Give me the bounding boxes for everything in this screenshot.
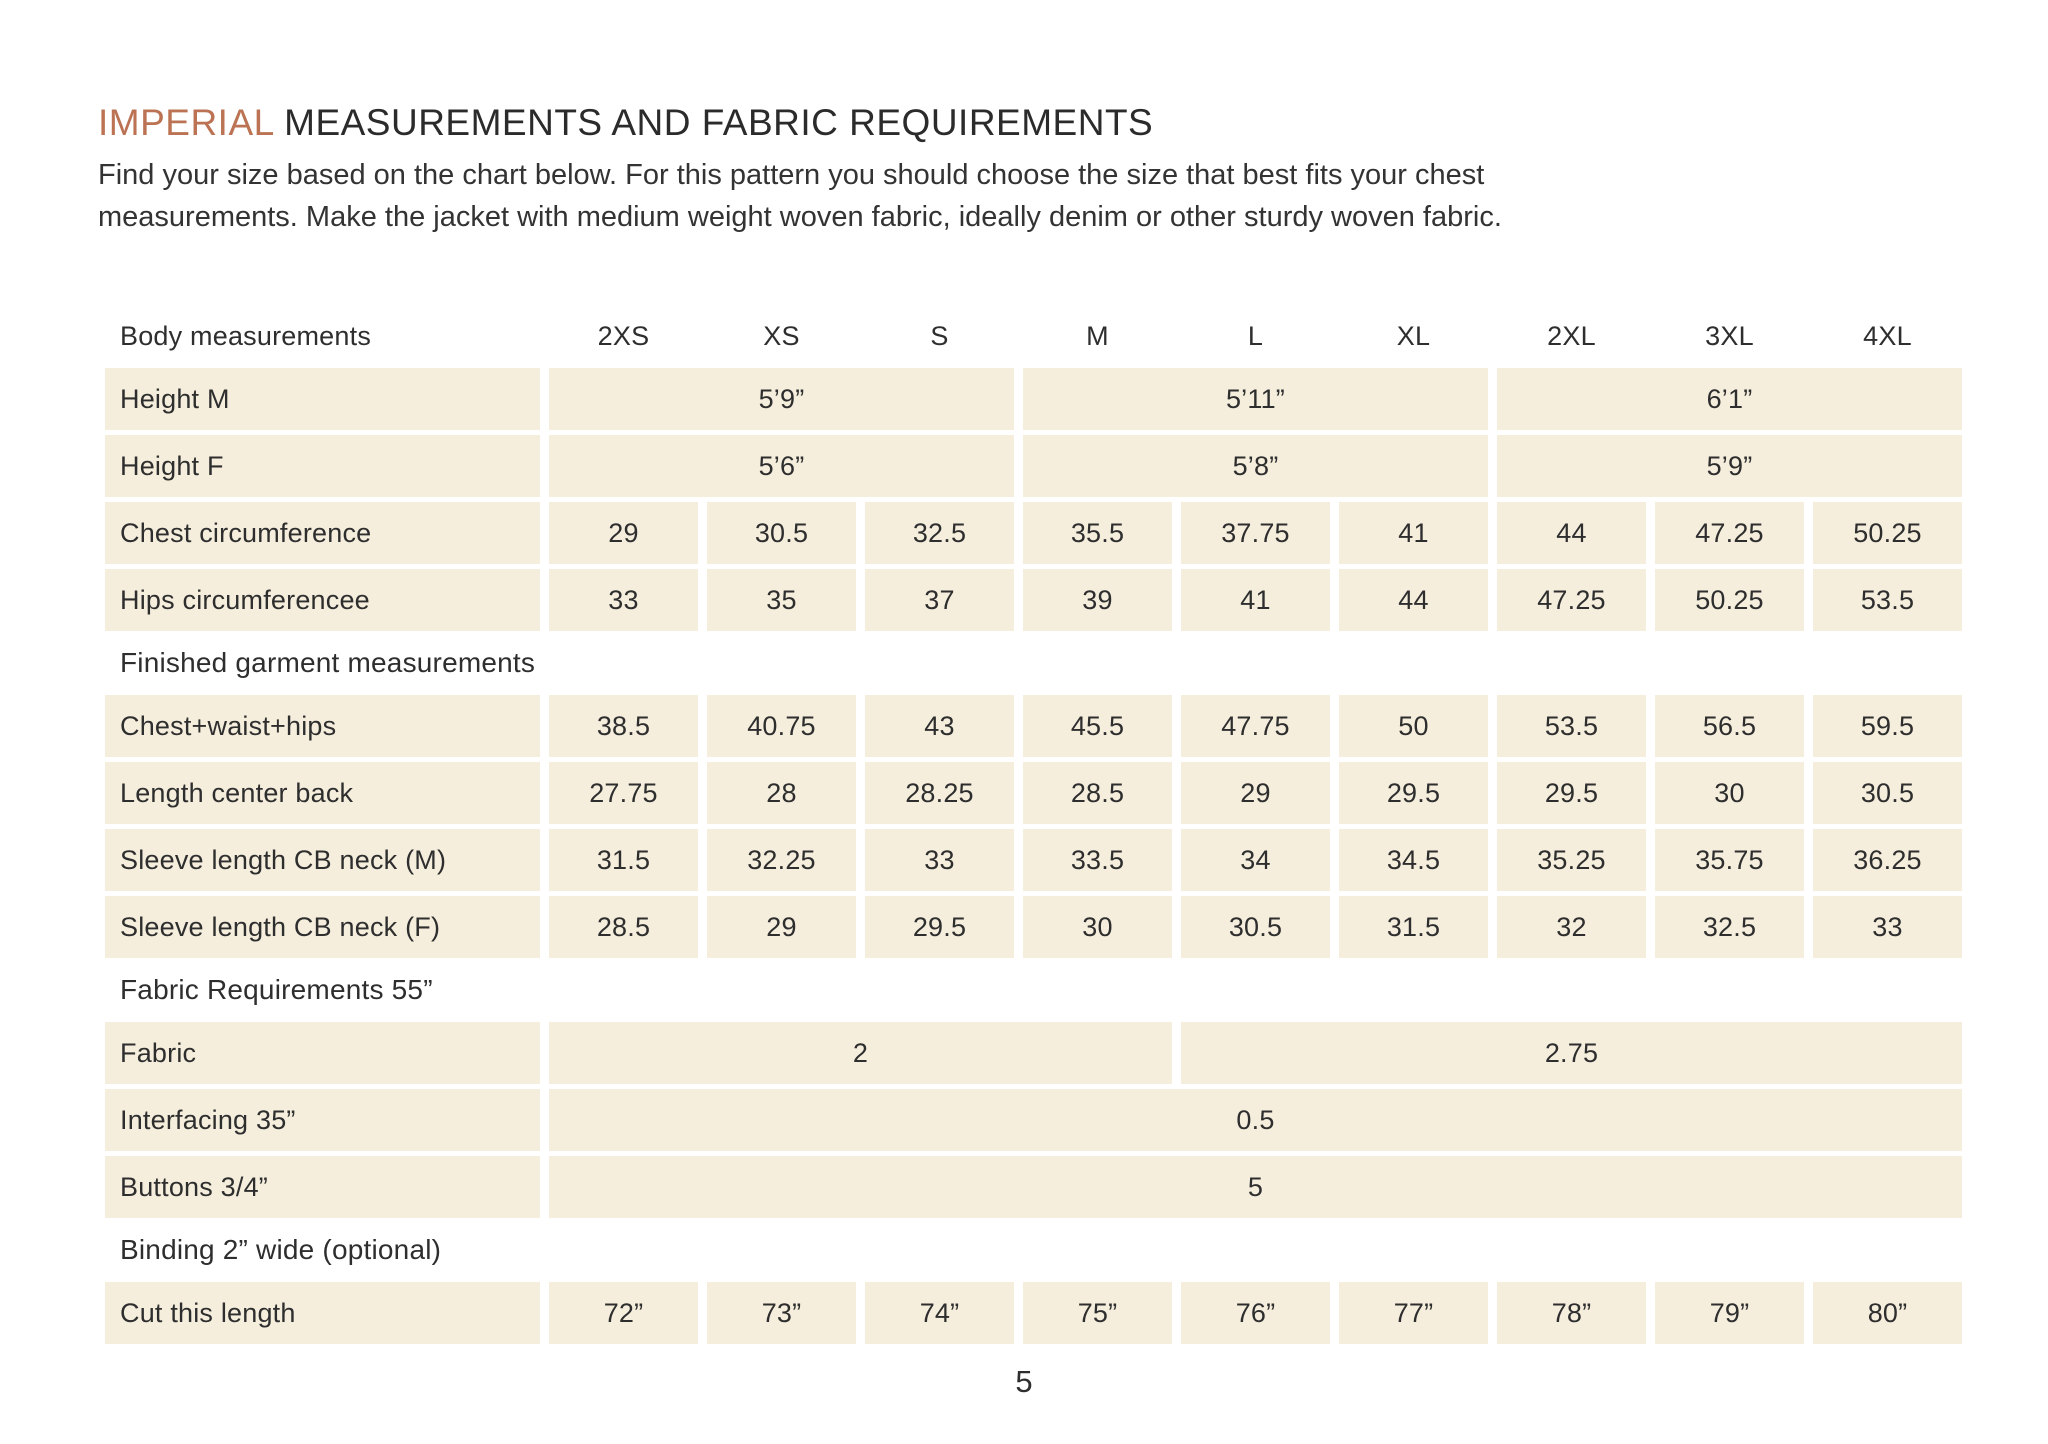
measurement-cell: 50 (1339, 695, 1488, 757)
measurement-cell: 32.5 (865, 502, 1014, 564)
size-column-header: S (930, 320, 949, 351)
measurement-cell: 78” (1497, 1282, 1646, 1344)
row-label: Sleeve length CB neck (F) (105, 896, 540, 958)
table-header-label: Body measurements (120, 320, 372, 351)
measurement-cell: 44 (1497, 502, 1646, 564)
measurement-cell: 36.25 (1813, 829, 1962, 891)
measurement-cell: 0.5 (549, 1089, 1962, 1151)
measurement-cell: 5’8” (1023, 435, 1488, 497)
table-row (105, 368, 1962, 430)
row-label: Length center back (105, 762, 540, 824)
measurement-cell: 2.75 (1181, 1022, 1962, 1084)
measurement-cell: 38.5 (549, 695, 698, 757)
measurement-cell: 47.75 (1181, 695, 1330, 757)
table-row (105, 569, 1962, 631)
measurement-cell: 75” (1023, 1282, 1172, 1344)
measurement-cell: 32.5 (1655, 896, 1804, 958)
measurement-cell: 35.25 (1497, 829, 1646, 891)
measurement-cell: 5’11” (1023, 368, 1488, 430)
row-label: Sleeve length CB neck (M) (105, 829, 540, 891)
measurement-cell: 32 (1497, 896, 1646, 958)
table-row (105, 1282, 1962, 1344)
measurement-cell: 31.5 (1339, 896, 1488, 958)
row-label: Chest circumference (105, 502, 540, 564)
measurement-cell: 29.5 (1339, 762, 1488, 824)
measurement-cell: 37.75 (1181, 502, 1330, 564)
measurement-cell: 28 (707, 762, 856, 824)
measurement-cell: 73” (707, 1282, 856, 1344)
measurement-cell: 29 (1181, 762, 1330, 824)
measurement-cell: 5’9” (549, 368, 1014, 430)
row-label: Fabric (105, 1022, 540, 1084)
row-label: Cut this length (105, 1282, 540, 1344)
measurement-cell: 30.5 (707, 502, 856, 564)
row-label: Buttons 3/4” (105, 1156, 540, 1218)
measurement-cell: 43 (865, 695, 1014, 757)
table-row (105, 1156, 1962, 1218)
page-title-highlight: IMPERIAL (98, 102, 274, 143)
measurement-cell: 59.5 (1813, 695, 1962, 757)
measurement-cell: 29 (549, 502, 698, 564)
measurement-cell: 53.5 (1813, 569, 1962, 631)
measurement-cell: 76” (1181, 1282, 1330, 1344)
measurement-cell: 33.5 (1023, 829, 1172, 891)
measurement-cell: 29.5 (865, 896, 1014, 958)
measurement-cell: 30.5 (1181, 896, 1330, 958)
measurement-cell: 29 (707, 896, 856, 958)
size-column-header: XS (763, 320, 800, 351)
section-heading: Fabric Requirements 55” (120, 974, 433, 1005)
measurement-cell: 47.25 (1497, 569, 1646, 631)
measurement-cell: 32.25 (707, 829, 856, 891)
section-heading: Binding 2” wide (optional) (120, 1234, 442, 1265)
measurements-table (105, 316, 1962, 1344)
measurement-cell: 80” (1813, 1282, 1962, 1344)
measurement-cell: 35.5 (1023, 502, 1172, 564)
measurement-cell: 53.5 (1497, 695, 1646, 757)
row-label: Chest+waist+hips (105, 695, 540, 757)
page-title (0, 0, 2048, 144)
measurement-cell: 29.5 (1497, 762, 1646, 824)
measurement-cell: 44 (1339, 569, 1488, 631)
size-column-header: 3XL (1705, 320, 1754, 351)
page-title-rest: MEASUREMENTS AND FABRIC REQUIREMENTS (284, 102, 1154, 143)
measurement-cell: 6’1” (1497, 368, 1962, 430)
measurement-cell: 41 (1181, 569, 1330, 631)
table-row (105, 695, 1962, 757)
size-column-header: 2XS (597, 320, 650, 351)
measurement-cell: 37 (865, 569, 1014, 631)
table-row (105, 502, 1962, 564)
row-label: Height M (105, 368, 540, 430)
measurement-cell: 79” (1655, 1282, 1804, 1344)
measurement-cell: 34.5 (1339, 829, 1488, 891)
size-column-header: M (1086, 320, 1109, 351)
table-row (105, 435, 1962, 497)
table-row (105, 762, 1962, 824)
measurement-cell: 31.5 (549, 829, 698, 891)
measurement-cell: 5’9” (1497, 435, 1962, 497)
measurement-cell: 34 (1181, 829, 1330, 891)
measurement-cell: 2 (549, 1022, 1172, 1084)
measurement-cell: 35 (707, 569, 856, 631)
table-row (105, 896, 1962, 958)
table-header-row (105, 316, 1962, 356)
size-column-header: L (1247, 320, 1264, 351)
measurement-cell: 27.75 (549, 762, 698, 824)
measurement-cell: 39 (1023, 569, 1172, 631)
table-row (105, 1022, 1962, 1084)
measurement-cell: 35.75 (1655, 829, 1804, 891)
row-label: Height F (105, 435, 540, 497)
measurement-cell: 72” (549, 1282, 698, 1344)
row-label: Interfacing 35” (105, 1089, 540, 1151)
measurement-cell: 56.5 (1655, 695, 1804, 757)
measurement-cell: 33 (549, 569, 698, 631)
intro-paragraph (0, 154, 2048, 238)
measurement-cell: 5’6” (549, 435, 1014, 497)
measurement-cell: 50.25 (1813, 502, 1962, 564)
size-column-header: 2XL (1547, 320, 1596, 351)
measurement-cell: 74” (865, 1282, 1014, 1344)
measurement-cell: 30 (1655, 762, 1804, 824)
measurement-cell: 28.5 (549, 896, 698, 958)
intro-line-2: measurements. Make the jacket with medium weight woven fabric, ideally denim or other sturdy woven fabric. (98, 201, 1502, 233)
measurement-cell: 28.25 (865, 762, 1014, 824)
measurement-cell: 40.75 (707, 695, 856, 757)
measurement-cell: 50.25 (1655, 569, 1804, 631)
measurement-cell: 33 (865, 829, 1014, 891)
intro-line-1: Find your size based on the chart below. For this pattern you should choose the size that best fits your chest (98, 159, 1485, 191)
page-number: 5 (1015, 1364, 1033, 1399)
size-column-header: 4XL (1863, 320, 1912, 351)
measurement-cell: 28.5 (1023, 762, 1172, 824)
measurement-cell: 77” (1339, 1282, 1488, 1344)
measurement-cell: 30.5 (1813, 762, 1962, 824)
measurement-cell: 41 (1339, 502, 1488, 564)
table-row (105, 1089, 1962, 1151)
measurement-cell: 47.25 (1655, 502, 1804, 564)
measurement-cell: 5 (549, 1156, 1962, 1218)
section-heading: Finished garment measurements (120, 647, 536, 678)
row-label: Hips circumferencee (105, 569, 540, 631)
measurement-cell: 45.5 (1023, 695, 1172, 757)
table-row (105, 829, 1962, 891)
size-column-header: XL (1396, 320, 1431, 351)
measurement-cell: 33 (1813, 896, 1962, 958)
measurement-cell: 30 (1023, 896, 1172, 958)
